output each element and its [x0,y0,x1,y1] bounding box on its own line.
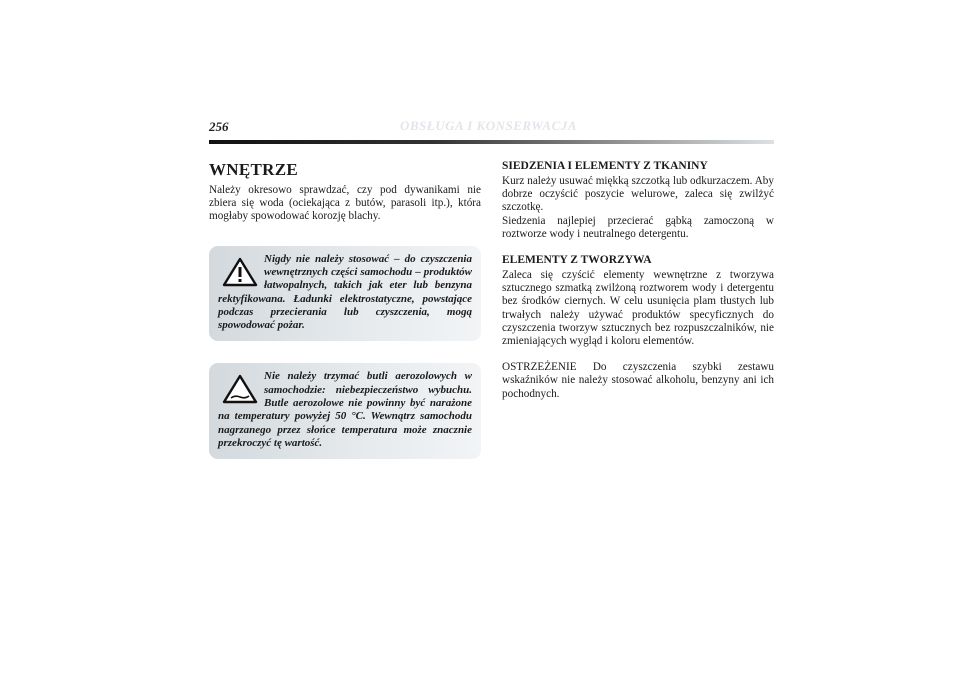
plastic-paragraph: Zaleca się czyścić elementy wewnętrzne z tworzywa sztucznego szmatką zwilżoną roztworem wody i detergentu bez środków ciernych. W celu usunięcia plam tłustych lub trwałych należy używać produktów specyficznych do czyszczenia tworzyw sztucznych bez rozpuszczalników, nie zmieniających wygląd i koloru elementów. [502,269,774,348]
warning-triangle-icon [222,257,258,287]
seats-heading: SIEDZENIA I ELEMENTY Z TKANINY [502,160,708,172]
warning-box-aerosol [209,363,481,459]
seats-paragraph-2: Siedzenia najlepiej przecierać gąbką zamoczoną w roztworze wody i neutralnego detergentu. [502,214,774,240]
right-column [502,160,774,401]
warning-triangle-icon [222,374,258,404]
interior-intro: Należy okresowo sprawdzać, czy pod dywanikami nie zbiera się woda (ociekająca z butów, parasoli itp.), która mogłaby spowodować korozję blachy. [209,184,481,223]
warning-box-flammable [209,246,481,342]
instrument-cleaning-note: OSTRZEŻENIE Do czyszczenia szybki zestawu wskaźników nie należy stosować alkoholu, benzyny ani ich pochodnych. [502,361,774,400]
page-number: 256 [209,119,229,134]
warning-flammable-text: Nigdy nie należy stosować – do czyszczenia wewnętrznych części samochodu – produktów łatwopalnych, takich jak eter lub benzyna rektyfikowana. Ładunki elektrostatyczne, powstające podczas przecierania lub czyszczenia, mogą spowodować pożar. [218,252,472,332]
plastic-heading: ELEMENTY Z TWORZYWA [502,254,652,267]
interior-heading: WNĘTRZE [209,160,299,179]
left-column [209,160,481,459]
seats-paragraph-1: Kurz należy usuwać miękką szczotką lub odkurzaczem. Aby dobrze oczyścić poszycie welurowe, zaleca się zwilżyć szczotkę. [502,175,774,214]
header-rule [209,140,774,144]
section-title: OBSŁUGA I KONSERWACJA [400,118,577,133]
warning-aerosol-text: Nie należy trzymać butli aerozolowych w samochodzie: niebezpieczeństwo wybuchu. Butle aerozolowe nie powinny być narażone na temperatury powyżej 50 °C. Wewnątrz samochodu nagrzanego przez słońce temperatura może znacznie przekroczyć tę wartość. [218,370,472,449]
